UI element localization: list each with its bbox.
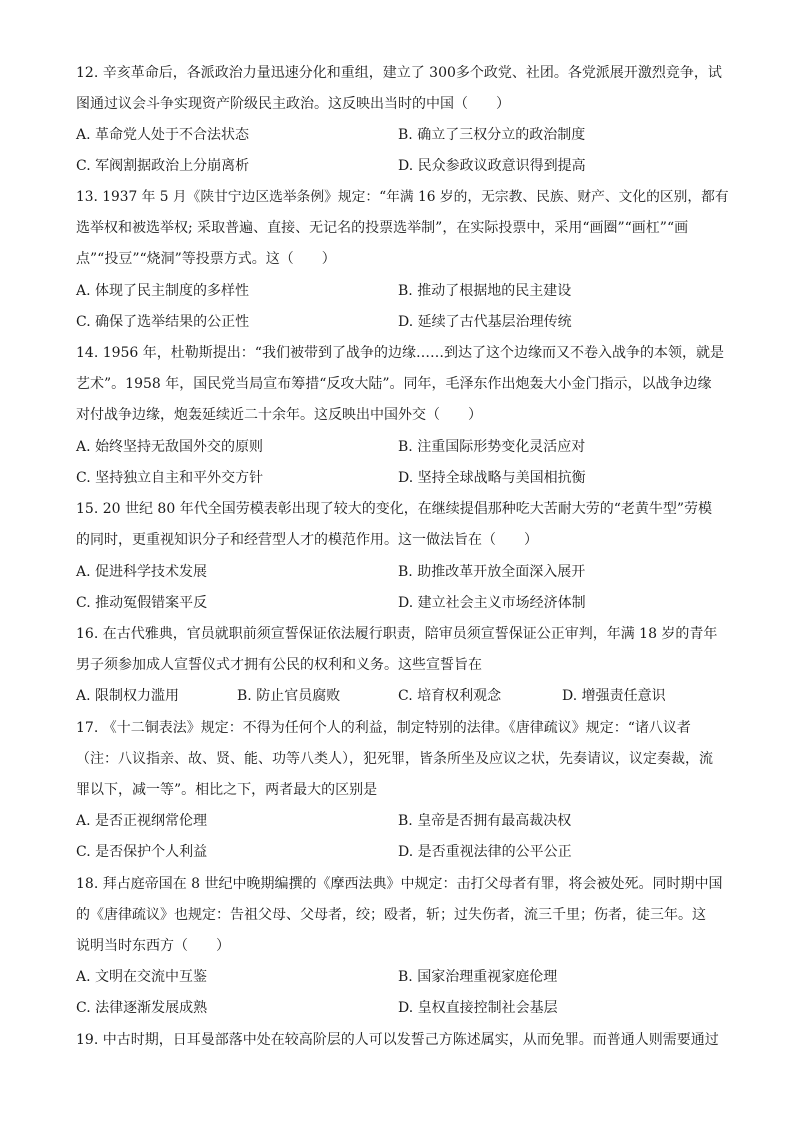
question-12-option-d[interactable]: D. 民众参政议政意识得到提高 (398, 158, 586, 174)
question-16-option-c[interactable]: C. 培育权利观念 (398, 688, 502, 704)
question-14-option-a[interactable]: A. 始终坚持无敌国外交的原则 (76, 439, 264, 455)
question-17-option-b[interactable]: B. 皇帝是否拥有最高裁决权 (398, 813, 572, 829)
question-17-option-d[interactable]: D. 是否重视法律的公平公正 (398, 844, 572, 860)
question-14-option-d[interactable]: D. 坚持全球战略与美国相抗衡 (398, 470, 586, 486)
question-13-option-d[interactable]: D. 延续了古代基层治理传统 (398, 314, 572, 330)
question-12-option-c[interactable]: C. 军阀割据政治上分崩离析 (76, 158, 250, 174)
question-16-option-a[interactable]: A. 限制权力滥用 (76, 688, 180, 704)
question-14-option-b[interactable]: B. 注重国际形势变化灵活应对 (398, 439, 586, 455)
question-15-line-1: 15. 20 世纪 80 年代全国劳模表彰出现了较大的变化，在继续提倡那种吃大苦耐大劳的“老黄牛型”劳模 (76, 501, 713, 517)
question-13-line-3: 点”“投豆”“烧洞”等投票方式。这（ ） (76, 251, 336, 267)
question-14-option-c[interactable]: C. 坚持独立自主和平外交方针 (76, 470, 264, 486)
question-18-option-b[interactable]: B. 国家治理重视家庭伦理 (398, 969, 558, 985)
question-15-option-a[interactable]: A. 促进科学技术发展 (76, 564, 208, 580)
question-12-option-a[interactable]: A. 革命党人处于不合法状态 (76, 127, 250, 143)
question-18-option-d[interactable]: D. 皇权直接控制社会基层 (398, 1000, 558, 1016)
question-16-option-b[interactable]: B. 防止官员腐败 (237, 688, 341, 704)
question-15-line-2: 的同时，更重视知识分子和经营型人才的模范作用。这一做法旨在（ ） (76, 532, 538, 548)
question-19-line-1: 19. 中古时期，日耳曼部落中处在较高阶层的人可以发誓己方陈述属实，从而免罪。而普通人则需要通过 (76, 1032, 719, 1048)
question-18-option-a[interactable]: A. 文明在交流中互鉴 (76, 969, 208, 985)
question-16-line-2: 男子须参加成人宣誓仪式才拥有公民的权利和义务。这些宣誓旨在 (76, 657, 482, 673)
question-12-line-2: 图通过议会斗争实现资产阶级民主政治。这反映出当时的中国（ ） (76, 96, 510, 112)
question-13-option-a[interactable]: A. 体现了民主制度的多样性 (76, 283, 250, 299)
question-15-option-b[interactable]: B. 助推改革开放全面深入展开 (398, 564, 586, 580)
question-16-option-d[interactable]: D. 增强责任意识 (562, 688, 666, 704)
question-14-line-2: 艺术”。1958 年，国民党当局宣布筹措“反攻大陆”。同年，毛泽东作出炮轰大小金门指示，以战争边缘 (76, 376, 712, 392)
question-18-line-1: 18. 拜占庭帝国在 8 世纪中晚期编撰的《摩西法典》中规定：击打父母者有罪，将会被处死。同时期中国 (76, 876, 723, 892)
question-13-option-c[interactable]: C. 确保了选举结果的公正性 (76, 314, 250, 330)
question-13-line-2: 选举权和被选举权; 采取普遍、直接、无记名的投票选举制”，在实际投票中，采用“画圈”“画杠”“画 (76, 220, 689, 236)
question-12-option-b[interactable]: B. 确立了三权分立的政治制度 (398, 127, 586, 143)
question-17-line-1: 17. 《十二铜表法》规定：不得为任何个人的利益，制定特别的法律。《唐律疏议》规定：“诸八议者 (76, 720, 691, 736)
question-14-line-1: 14. 1956 年，杜勒斯提出：“我们被带到了战争的边缘……到达了这个边缘而又不卷入战争的本领，就是 (76, 345, 724, 361)
question-18-line-3: 说明当时东西方（ ） (76, 938, 230, 954)
question-18-option-c[interactable]: C. 法律逐渐发展成熟 (76, 1000, 208, 1016)
question-17-option-c[interactable]: C. 是否保护个人利益 (76, 844, 208, 860)
question-12-line-1: 12. 辛亥革命后，各派政治力量迅速分化和重组，建立了 300多个政党、社团。各党派展开激烈竞争，试 (76, 65, 722, 81)
question-13-option-b[interactable]: B. 推动了根据地的民主建设 (398, 283, 572, 299)
question-13-line-1: 13. 1937 年 5 月《陕甘宁边区选举条例》规定：“年满 16 岁的，无宗教、民族、财产、文化的区别，都有 (76, 189, 729, 205)
question-16-line-1: 16. 在古代雅典，官员就职前须宣誓保证依法履行职责，陪审员须宣誓保证公正审判，年满 18 岁的青年 (76, 626, 718, 642)
question-15-option-c[interactable]: C. 推动冤假错案平反 (76, 595, 208, 611)
question-17-line-3: 罪以下，减一等”。相比之下，两者最大的区别是 (76, 782, 378, 798)
question-14-line-3: 对付战争边缘，炮轰延续近二十余年。这反映出中国外交（ ） (76, 407, 482, 423)
question-15-option-d[interactable]: D. 建立社会主义市场经济体制 (398, 595, 586, 611)
question-17-line-2: （注：八议指亲、故、贤、能、功等八类人），犯死罪，皆条所坐及应议之状，先奏请议，议定奏裁，流 (76, 751, 713, 767)
question-18-line-2: 的《唐律疏议》也规定：告祖父母、父母者，绞；殴者，斩；过失伤者，流三千里；伤者，徒三年。这 (76, 907, 706, 923)
question-17-option-a[interactable]: A. 是否正视纲常伦理 (76, 813, 208, 829)
